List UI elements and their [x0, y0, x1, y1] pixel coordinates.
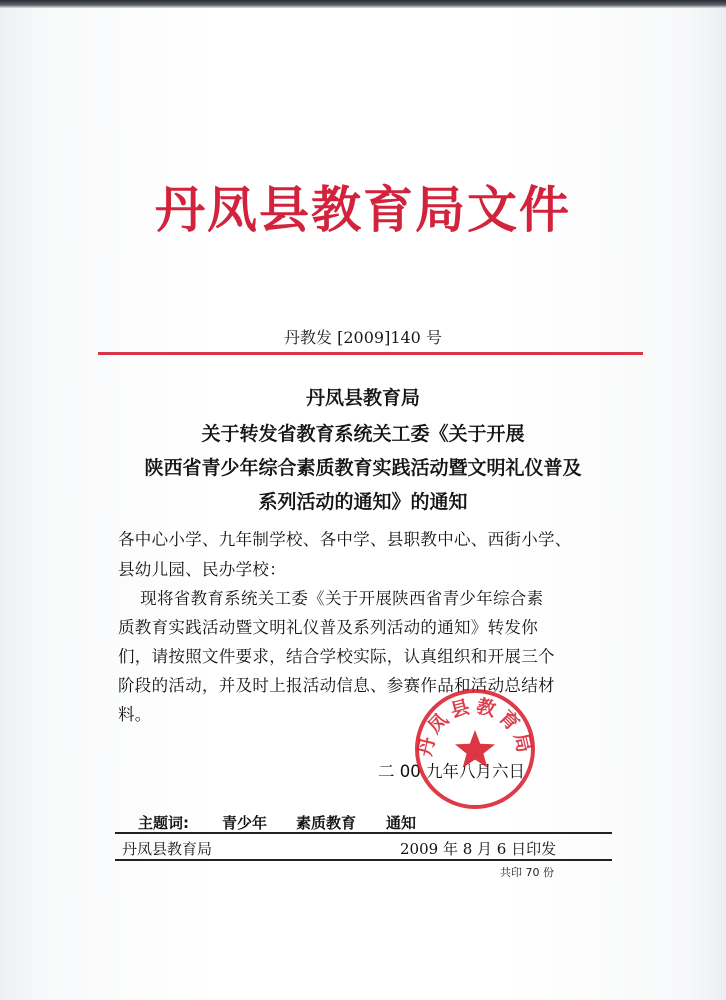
heading-line-1: 丹凤县教育局 — [305, 387, 420, 409]
body-line-3: 现将省教育系统关工委《关于开展陕西省青少年综合素 — [118, 589, 544, 608]
body-line-4: 质教育实践活动暨文明礼仪普及系列活动的通知》转发你 — [118, 618, 538, 637]
body-line-5: 们，请按照文件要求，结合学校实际，认真组织和开展三个 — [118, 647, 555, 666]
footer-rule-bottom — [115, 859, 612, 861]
copies-count: 共印 70 份 — [500, 866, 554, 879]
heading-line-4: 系列活动的通知》的通知 — [258, 491, 468, 513]
body-line-6: 阶段的活动，并及时上报活动信息、参赛作品和活动总结材 — [118, 676, 555, 695]
keyword-1: 青少年 — [222, 814, 268, 832]
body-line-2: 县幼儿园、民办学校： — [118, 560, 286, 579]
keyword-2: 素质教育 — [296, 814, 357, 832]
footer-rule-top — [115, 832, 612, 834]
document-title: 丹凤县教育局文件 — [155, 180, 571, 239]
keyword-3: 通知 — [386, 814, 417, 832]
body-line-1: 各中心小学、九年制学校、各中学、县职教中心、西街小学、 — [118, 530, 572, 549]
seal-text: 丹凤县教育局 — [413, 695, 537, 759]
document-number: 丹教发 [2009]140 号 — [284, 328, 442, 347]
issuer: 丹凤县教育局 — [122, 840, 213, 858]
heading-line-2: 关于转发省教育系统关工委《关于开展 — [201, 423, 525, 445]
scan-edge — [0, 0, 726, 8]
red-separator-line — [98, 352, 643, 355]
signature-date: 二 00 九年八月六日 — [378, 762, 525, 781]
heading-line-3: 陕西省青少年综合素质教育实践活动暨文明礼仪普及 — [144, 457, 582, 479]
official-seal — [412, 686, 538, 812]
issue-date: 2009 年 8 月 6 日印发 — [400, 840, 557, 858]
seal-star-icon — [455, 730, 495, 768]
body-line-7: 料。 — [118, 705, 152, 724]
keywords-label: 主题词: — [138, 814, 189, 832]
